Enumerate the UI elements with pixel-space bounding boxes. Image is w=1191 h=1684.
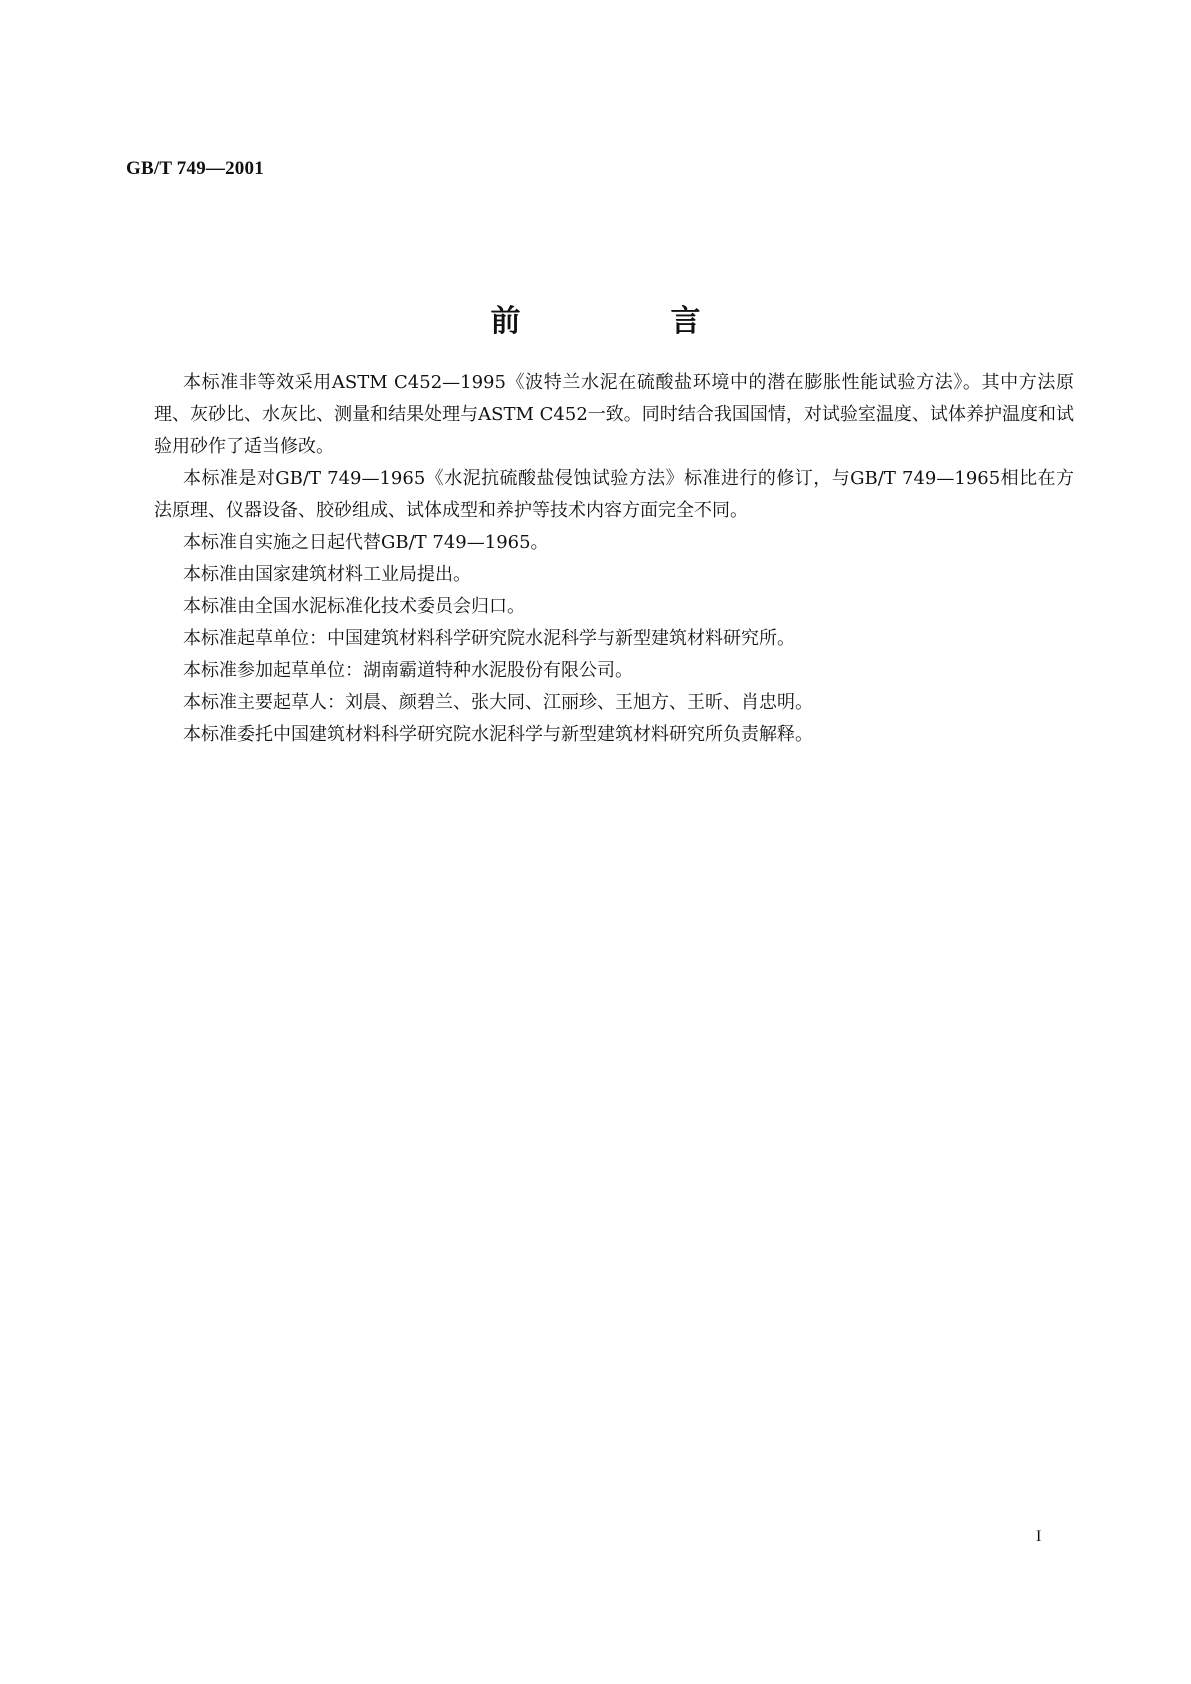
paragraph-technical-committee: 本标准由全国水泥标准化技术委员会归口。 xyxy=(183,596,525,617)
paragraph-proposer: 本标准由国家建筑材料工业局提出。 xyxy=(183,564,471,585)
paragraph-adoption: 本标准非等效采用ASTM C452—1995《波特兰水泥在硫酸盐环境中的潜在膨胀性能试验方法》。其中方法原理、灰砂比、水灰比、测量和结果处理与ASTM C452一致。同时结合我国国情，对试验室温度、试体养护温度和试验用砂作了适当修改。 xyxy=(154,372,1074,457)
paragraph-main-drafters: 本标准主要起草人：刘晨、颜碧兰、张大同、江丽珍、王旭方、王昕、肖忠明。 xyxy=(183,692,813,713)
paragraph-interpretation: 本标准委托中国建筑材料科学研究院水泥科学与新型建筑材料研究所负责解释。 xyxy=(183,724,813,745)
paragraph-revision: 本标准是对GB/T 749—1965《水泥抗硫酸盐侵蚀试验方法》标准进行的修订，与GB/T 749—1965相比在方法原理、仪器设备、胶砂组成、试体成型和养护等技术内容方面完全不同。 xyxy=(154,468,1074,521)
page-number: I xyxy=(1036,1528,1042,1545)
paragraph-drafting-unit: 本标准起草单位：中国建筑材料科学研究院水泥科学与新型建筑材料研究所。 xyxy=(183,628,795,649)
foreword-body xyxy=(154,367,1074,751)
standard-number-header: GB/T 749—2001 xyxy=(126,158,264,179)
paragraph-participating-unit: 本标准参加起草单位：湖南霸道特种水泥股份有限公司。 xyxy=(183,660,633,681)
page-title: 前 言 xyxy=(490,304,761,339)
paragraph-replacement: 本标准自实施之日起代替GB/T 749—1965。 xyxy=(183,532,549,553)
